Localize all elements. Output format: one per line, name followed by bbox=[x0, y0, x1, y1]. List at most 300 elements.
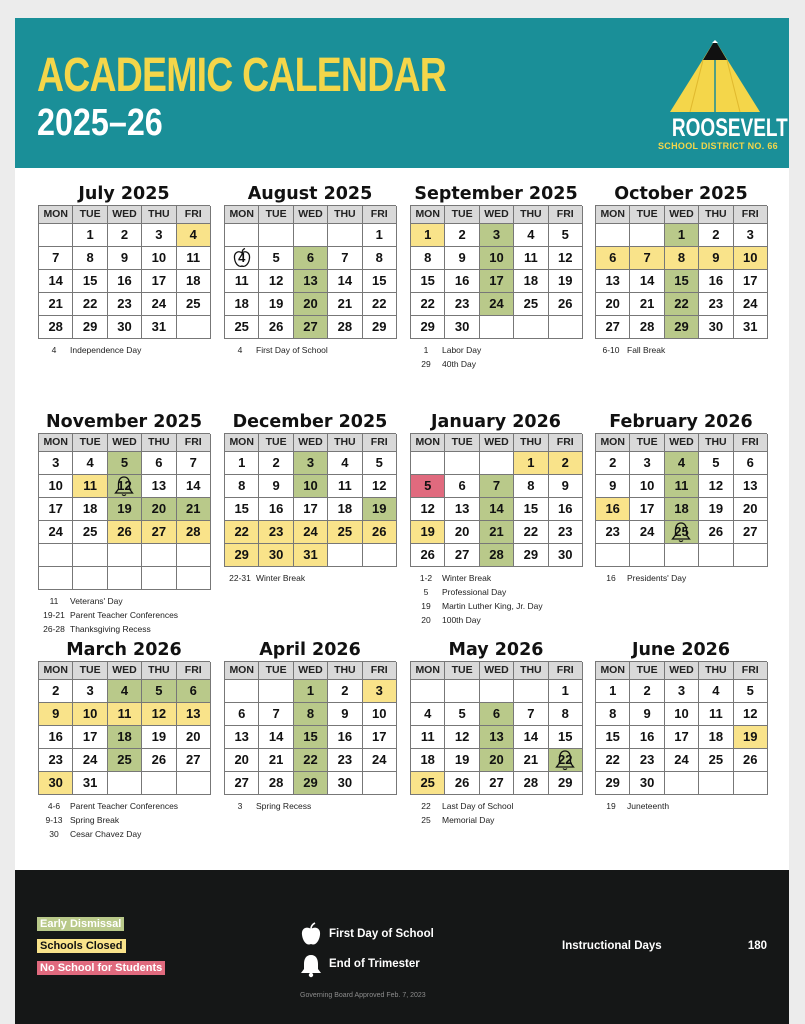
day-number: 2 bbox=[272, 455, 280, 470]
weekday-header: FRI bbox=[549, 434, 583, 452]
month-events bbox=[595, 343, 767, 357]
day-cell bbox=[39, 703, 73, 726]
day-cell bbox=[259, 452, 293, 475]
day-cell bbox=[480, 498, 514, 521]
day-cell bbox=[142, 247, 176, 270]
empty-cell bbox=[294, 224, 328, 247]
event-row bbox=[410, 799, 582, 813]
day-cell bbox=[142, 749, 176, 772]
day-cell bbox=[699, 498, 733, 521]
weekday-header: MON bbox=[225, 206, 259, 224]
day-cell bbox=[445, 270, 479, 293]
month-events bbox=[595, 571, 767, 585]
apple-icon bbox=[298, 922, 324, 948]
event-text: Martin Luther King, Jr. Day bbox=[442, 601, 543, 611]
day-number: 5 bbox=[561, 227, 569, 242]
day-cell bbox=[630, 772, 664, 795]
event-date: 30 bbox=[49, 829, 59, 839]
event-text: Presidents' Day bbox=[627, 573, 687, 583]
day-number: 9 bbox=[52, 706, 60, 721]
day-number: 16 bbox=[454, 273, 470, 288]
event-row bbox=[595, 571, 767, 585]
day-number: 11 bbox=[708, 706, 723, 721]
empty-cell bbox=[328, 544, 362, 567]
empty-cell bbox=[480, 316, 514, 339]
event-date: 3 bbox=[237, 801, 243, 811]
day-number: 29 bbox=[674, 319, 689, 334]
day-cell bbox=[225, 475, 259, 498]
empty-cell bbox=[445, 680, 479, 703]
day-cell bbox=[411, 726, 445, 749]
empty-cell bbox=[699, 544, 733, 567]
day-number: 14 bbox=[48, 273, 63, 288]
weekday-header: FRI bbox=[734, 662, 768, 680]
logo-name: ROOSEVELT bbox=[671, 114, 788, 142]
event-row bbox=[38, 608, 210, 622]
day-number: 7 bbox=[643, 250, 651, 265]
day-number: 7 bbox=[527, 706, 535, 721]
day-number: 4 bbox=[120, 683, 129, 698]
day-number: 31 bbox=[743, 319, 758, 334]
day-number: 1 bbox=[609, 683, 617, 698]
day-cell bbox=[73, 475, 107, 498]
weekday-header: FRI bbox=[734, 434, 768, 452]
day-cell bbox=[259, 247, 293, 270]
header-banner bbox=[15, 18, 789, 168]
day-number: 16 bbox=[639, 729, 655, 744]
day-cell bbox=[630, 293, 664, 316]
day-number: 2 bbox=[52, 683, 60, 698]
day-number: 8 bbox=[86, 250, 94, 265]
day-number: 22 bbox=[558, 752, 573, 767]
month-grid bbox=[410, 661, 582, 795]
day-number: 23 bbox=[639, 752, 655, 767]
day-number: 29 bbox=[605, 775, 620, 790]
event-row bbox=[224, 799, 396, 813]
empty-cell bbox=[108, 567, 142, 590]
day-number: 5 bbox=[120, 455, 129, 470]
weekday-header: WED bbox=[665, 434, 699, 452]
day-number: 24 bbox=[639, 524, 655, 539]
page-title: ACADEMIC CALENDAR bbox=[37, 49, 446, 102]
event-text: Parent Teacher Conferences bbox=[70, 610, 179, 620]
day-number: 4 bbox=[86, 455, 94, 470]
empty-cell bbox=[514, 316, 548, 339]
day-cell bbox=[596, 680, 630, 703]
day-cell bbox=[294, 475, 328, 498]
day-cell bbox=[108, 270, 142, 293]
day-number: 28 bbox=[186, 524, 201, 539]
day-cell bbox=[411, 521, 445, 544]
weekday-header: MON bbox=[225, 662, 259, 680]
day-number: 21 bbox=[639, 296, 655, 311]
event-text: Labor Day bbox=[442, 345, 482, 355]
weekday-header: FRI bbox=[734, 206, 768, 224]
day-number: 27 bbox=[234, 775, 249, 790]
day-number: 28 bbox=[48, 319, 63, 334]
day-cell bbox=[328, 475, 362, 498]
empty-cell bbox=[73, 567, 107, 590]
event-date: 22 bbox=[421, 801, 431, 811]
day-cell bbox=[596, 521, 630, 544]
event-row bbox=[38, 813, 210, 827]
day-cell bbox=[259, 544, 293, 567]
weekday-header: FRI bbox=[177, 206, 211, 224]
day-number: 29 bbox=[372, 319, 387, 334]
empty-cell bbox=[73, 544, 107, 567]
day-cell bbox=[445, 247, 479, 270]
weekday-header: TUE bbox=[73, 434, 107, 452]
day-number: 9 bbox=[609, 478, 617, 493]
day-number: 31 bbox=[151, 319, 167, 334]
day-number: 11 bbox=[186, 250, 201, 265]
empty-cell bbox=[480, 452, 514, 475]
day-number: 24 bbox=[151, 296, 167, 311]
day-number: 1 bbox=[375, 227, 383, 242]
day-cell bbox=[514, 452, 548, 475]
event-date: 25 bbox=[421, 815, 431, 825]
empty-cell bbox=[259, 680, 293, 703]
day-cell bbox=[514, 224, 548, 247]
month-events bbox=[410, 571, 582, 627]
day-number: 31 bbox=[303, 547, 318, 562]
day-cell bbox=[514, 498, 548, 521]
day-cell bbox=[177, 452, 211, 475]
day-cell bbox=[734, 475, 768, 498]
day-cell bbox=[480, 247, 514, 270]
day-number: 27 bbox=[743, 524, 758, 539]
day-number: 6 bbox=[609, 250, 617, 265]
event-row bbox=[38, 622, 210, 636]
day-cell bbox=[665, 293, 699, 316]
event-text: Last Day of School bbox=[442, 801, 514, 811]
weekday-header: THU bbox=[514, 662, 548, 680]
day-number: 14 bbox=[186, 478, 201, 493]
weekday-header: MON bbox=[596, 206, 630, 224]
weekday-header: TUE bbox=[259, 206, 293, 224]
day-cell bbox=[225, 703, 259, 726]
month-events bbox=[410, 799, 582, 827]
day-number: 8 bbox=[609, 706, 617, 721]
weekday-header: WED bbox=[294, 662, 328, 680]
day-cell bbox=[514, 703, 548, 726]
weekday-header: THU bbox=[142, 662, 176, 680]
event-date: 5 bbox=[423, 587, 429, 597]
empty-cell bbox=[177, 316, 211, 339]
day-number: 15 bbox=[303, 729, 318, 744]
day-number: 1 bbox=[306, 683, 315, 698]
month-february-2026 bbox=[595, 411, 767, 585]
day-cell bbox=[177, 521, 211, 544]
day-cell bbox=[734, 270, 768, 293]
day-cell bbox=[630, 703, 664, 726]
day-number: 13 bbox=[151, 478, 167, 493]
day-number: 5 bbox=[746, 683, 754, 698]
day-number: 24 bbox=[82, 752, 98, 767]
day-cell bbox=[108, 224, 142, 247]
day-cell bbox=[73, 703, 107, 726]
day-number: 17 bbox=[82, 729, 98, 744]
day-cell bbox=[328, 680, 362, 703]
day-cell bbox=[699, 224, 733, 247]
event-row bbox=[410, 599, 582, 613]
day-cell bbox=[734, 293, 768, 316]
day-number: 27 bbox=[303, 319, 318, 334]
day-cell bbox=[108, 293, 142, 316]
day-cell bbox=[73, 452, 107, 475]
day-number: 11 bbox=[83, 478, 97, 493]
day-cell bbox=[363, 521, 397, 544]
approval-note: Governing Board Approved Feb. 7, 2023 bbox=[300, 992, 426, 999]
weekday-header: FRI bbox=[549, 206, 583, 224]
day-number: 4 bbox=[527, 227, 535, 242]
day-cell bbox=[630, 498, 664, 521]
event-text: Spring Break bbox=[70, 815, 120, 825]
day-cell bbox=[39, 726, 73, 749]
day-cell bbox=[177, 498, 211, 521]
day-cell bbox=[142, 521, 176, 544]
day-cell bbox=[411, 224, 445, 247]
day-cell bbox=[177, 293, 211, 316]
day-number: 29 bbox=[523, 547, 539, 562]
instructional-days-label: Instructional Days bbox=[562, 940, 662, 952]
day-number: 5 bbox=[272, 250, 280, 265]
day-number: 25 bbox=[708, 752, 724, 767]
weekday-header: MON bbox=[596, 434, 630, 452]
day-number: 5 bbox=[458, 706, 466, 721]
day-cell bbox=[411, 270, 445, 293]
day-number: 19 bbox=[743, 729, 758, 744]
day-cell bbox=[665, 680, 699, 703]
day-number: 10 bbox=[489, 250, 504, 265]
day-number: 17 bbox=[639, 501, 655, 516]
day-number: 25 bbox=[674, 524, 689, 539]
day-cell bbox=[39, 749, 73, 772]
day-cell bbox=[73, 498, 107, 521]
day-cell bbox=[514, 544, 548, 567]
day-number: 25 bbox=[337, 524, 353, 539]
day-cell bbox=[630, 521, 664, 544]
month-may-2026 bbox=[410, 639, 582, 827]
day-number: 6 bbox=[306, 250, 315, 265]
day-cell bbox=[665, 498, 699, 521]
day-cell bbox=[177, 247, 211, 270]
event-date: 1-2 bbox=[419, 573, 433, 583]
event-text: Winter Break bbox=[442, 573, 492, 583]
day-number: 18 bbox=[186, 273, 201, 288]
day-cell bbox=[596, 316, 630, 339]
day-number: 3 bbox=[52, 455, 60, 470]
weekday-header: FRI bbox=[363, 662, 397, 680]
day-number: 16 bbox=[117, 273, 132, 288]
day-cell bbox=[411, 772, 445, 795]
day-number: 26 bbox=[708, 524, 724, 539]
day-number: 26 bbox=[454, 775, 470, 790]
day-cell bbox=[73, 521, 107, 544]
empty-cell bbox=[39, 544, 73, 567]
day-cell bbox=[734, 521, 768, 544]
day-number: 2 bbox=[341, 683, 349, 698]
day-number: 13 bbox=[186, 706, 201, 721]
day-cell bbox=[177, 703, 211, 726]
day-number: 21 bbox=[186, 501, 201, 516]
day-number: 9 bbox=[341, 706, 349, 721]
day-cell bbox=[225, 316, 259, 339]
day-number: 19 bbox=[372, 501, 387, 516]
day-number: 4 bbox=[238, 250, 246, 265]
event-row bbox=[38, 827, 210, 841]
month-august-2025 bbox=[224, 183, 396, 357]
day-number: 22 bbox=[82, 296, 98, 311]
day-number: 25 bbox=[234, 319, 249, 334]
month-april-2026 bbox=[224, 639, 396, 813]
day-cell bbox=[445, 749, 479, 772]
day-number: 1 bbox=[238, 455, 246, 470]
day-cell bbox=[328, 749, 362, 772]
day-cell bbox=[142, 452, 176, 475]
day-cell bbox=[39, 680, 73, 703]
weekday-header: WED bbox=[294, 434, 328, 452]
day-cell bbox=[514, 772, 548, 795]
day-cell bbox=[225, 521, 259, 544]
day-cell bbox=[225, 726, 259, 749]
day-number: 22 bbox=[303, 752, 318, 767]
day-cell bbox=[39, 316, 73, 339]
day-number: 2 bbox=[120, 227, 129, 242]
day-cell bbox=[73, 270, 107, 293]
day-cell bbox=[142, 498, 176, 521]
day-cell bbox=[699, 475, 733, 498]
day-cell bbox=[142, 270, 176, 293]
day-number: 9 bbox=[120, 250, 129, 265]
empty-cell bbox=[665, 544, 699, 567]
month-january-2026 bbox=[410, 411, 582, 627]
day-number: 17 bbox=[674, 729, 689, 744]
day-cell bbox=[445, 772, 479, 795]
day-number: 20 bbox=[151, 501, 167, 516]
day-cell bbox=[108, 703, 142, 726]
day-cell bbox=[39, 498, 73, 521]
day-number: 26 bbox=[372, 524, 387, 539]
month-grid bbox=[410, 433, 582, 567]
day-cell bbox=[445, 544, 479, 567]
day-cell bbox=[665, 452, 699, 475]
day-cell bbox=[549, 247, 583, 270]
month-june-2026 bbox=[595, 639, 767, 813]
day-cell bbox=[363, 749, 397, 772]
empty-cell bbox=[734, 544, 768, 567]
day-cell bbox=[363, 475, 397, 498]
day-cell bbox=[549, 544, 583, 567]
event-row bbox=[595, 343, 767, 357]
weekday-header: WED bbox=[480, 434, 514, 452]
day-number: 5 bbox=[155, 683, 163, 698]
day-number: 8 bbox=[375, 250, 383, 265]
day-cell bbox=[294, 270, 328, 293]
day-number: 2 bbox=[609, 455, 617, 470]
day-number: 5 bbox=[424, 478, 432, 493]
empty-cell bbox=[108, 544, 142, 567]
day-cell bbox=[549, 772, 583, 795]
day-cell bbox=[142, 680, 176, 703]
day-cell bbox=[363, 452, 397, 475]
day-cell bbox=[142, 224, 176, 247]
weekday-header: TUE bbox=[445, 434, 479, 452]
month-grid bbox=[595, 433, 767, 567]
day-cell bbox=[294, 544, 328, 567]
day-cell bbox=[596, 703, 630, 726]
day-number: 1 bbox=[677, 227, 686, 242]
day-cell bbox=[225, 452, 259, 475]
day-cell bbox=[294, 452, 328, 475]
day-cell bbox=[39, 247, 73, 270]
month-events bbox=[224, 571, 396, 585]
day-cell bbox=[225, 498, 259, 521]
day-cell bbox=[665, 726, 699, 749]
weekday-header: WED bbox=[665, 206, 699, 224]
day-number: 13 bbox=[454, 501, 470, 516]
day-number: 9 bbox=[561, 478, 569, 493]
weekday-header: TUE bbox=[630, 434, 664, 452]
month-title: September 2025 bbox=[414, 184, 578, 204]
day-cell bbox=[108, 247, 142, 270]
day-cell bbox=[699, 703, 733, 726]
day-cell bbox=[480, 726, 514, 749]
day-cell bbox=[411, 703, 445, 726]
day-number: 7 bbox=[52, 250, 60, 265]
day-cell bbox=[445, 521, 479, 544]
day-cell bbox=[411, 544, 445, 567]
empty-cell bbox=[699, 772, 733, 795]
day-cell bbox=[699, 680, 733, 703]
empty-cell bbox=[411, 452, 445, 475]
day-number: 28 bbox=[639, 319, 655, 334]
day-number: 15 bbox=[523, 501, 539, 516]
day-number: 5 bbox=[712, 455, 720, 470]
event-date: 4 bbox=[237, 345, 243, 355]
day-cell bbox=[699, 293, 733, 316]
day-cell bbox=[225, 247, 259, 270]
day-number: 27 bbox=[489, 775, 504, 790]
day-number: 1 bbox=[527, 455, 535, 470]
day-number: 13 bbox=[489, 729, 504, 744]
day-number: 6 bbox=[189, 683, 197, 698]
month-july-2025 bbox=[38, 183, 210, 357]
day-number: 8 bbox=[306, 706, 315, 721]
day-cell bbox=[596, 475, 630, 498]
month-title: August 2025 bbox=[247, 184, 373, 204]
month-events bbox=[224, 799, 396, 813]
day-cell bbox=[259, 521, 293, 544]
day-cell bbox=[39, 452, 73, 475]
weekday-header: FRI bbox=[549, 662, 583, 680]
day-cell bbox=[328, 498, 362, 521]
day-number: 12 bbox=[420, 501, 435, 516]
day-number: 24 bbox=[303, 524, 318, 539]
day-number: 25 bbox=[82, 524, 98, 539]
weekday-header: WED bbox=[108, 206, 142, 224]
day-number: 15 bbox=[372, 273, 387, 288]
legend-footer bbox=[15, 870, 789, 1024]
month-grid bbox=[595, 205, 767, 339]
day-cell bbox=[596, 247, 630, 270]
day-cell bbox=[630, 247, 664, 270]
weekday-header: TUE bbox=[445, 206, 479, 224]
day-number: 29 bbox=[420, 319, 435, 334]
day-number: 24 bbox=[674, 752, 689, 767]
event-row bbox=[595, 799, 767, 813]
day-number: 18 bbox=[708, 729, 724, 744]
